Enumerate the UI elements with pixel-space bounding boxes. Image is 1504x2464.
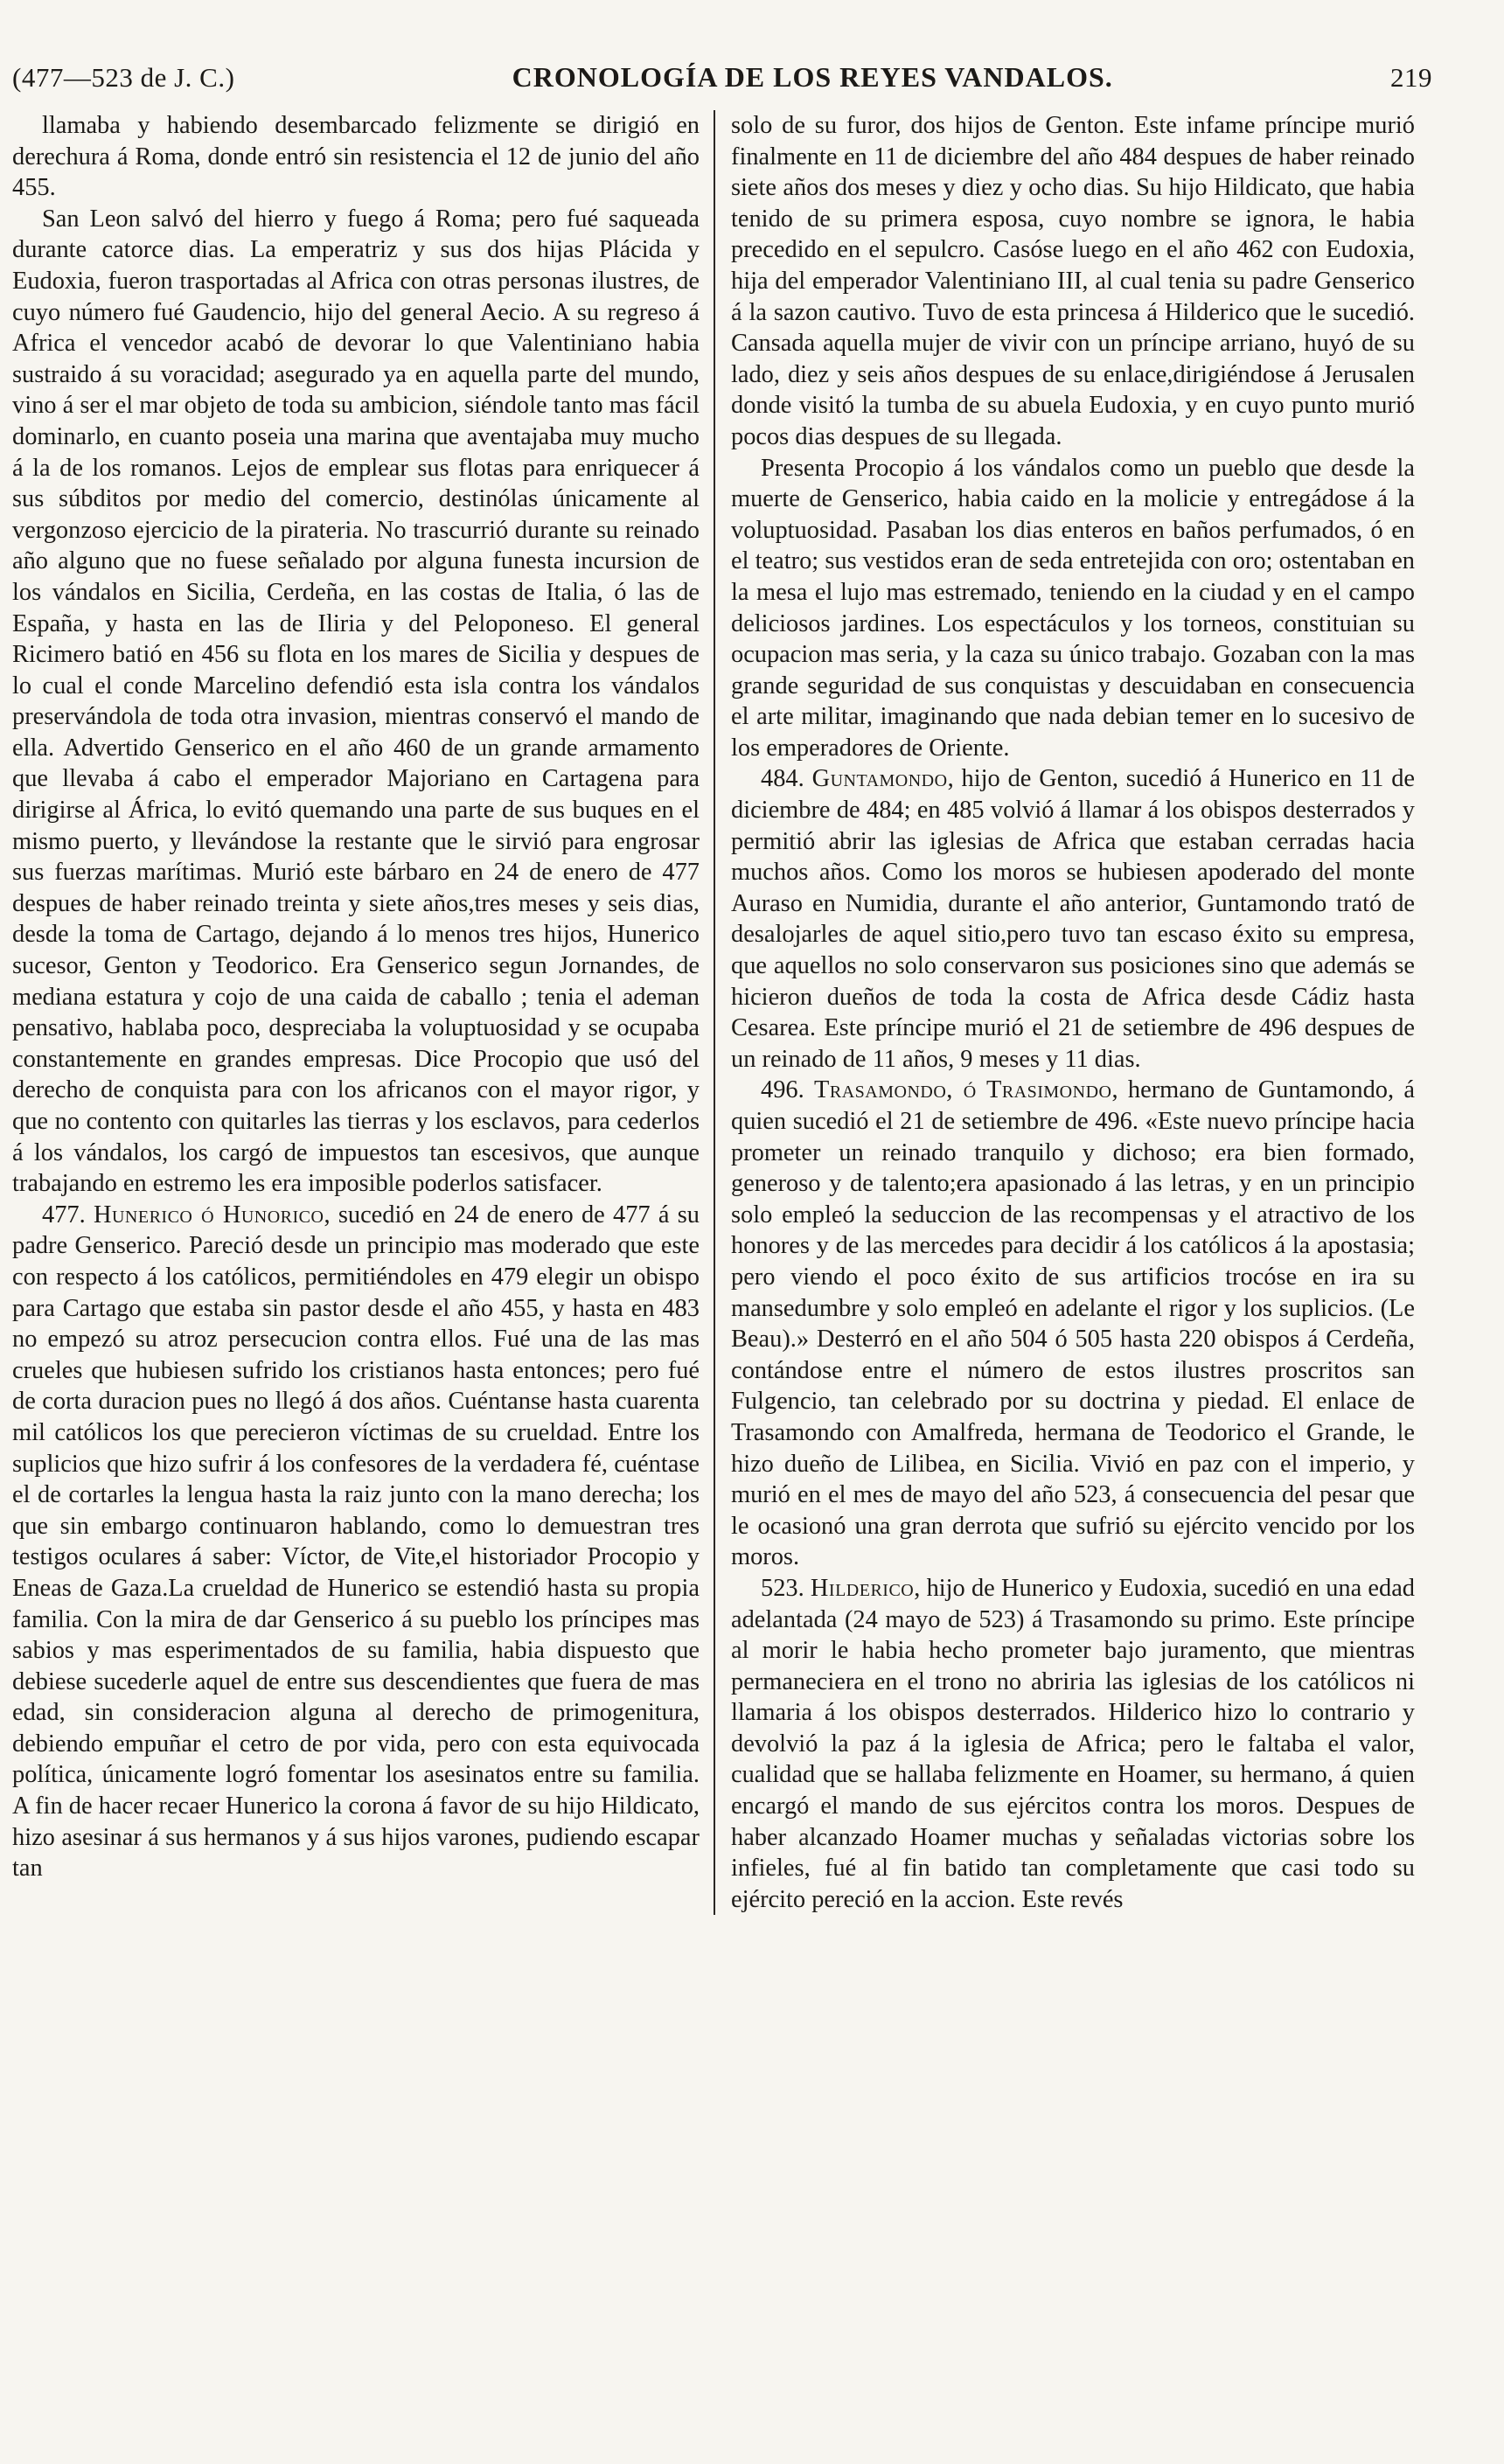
- paragraph-text: San Leon salvó del hierro y fuego á Roma; pero fué saqueada durante catorce dias. La emperatriz y sus dos hijas Plácida y Eudoxia, fueron trasportadas al Africa con otras personas ilustres, de cuyo número fué Gaudencio, hijo del general Aecio. A su regreso á Africa el vencedor acabó de devorar lo que Valentiniano habia sustraido á su voracidad; asegurado ya en aquella parte del mundo, vino á ser el mar objeto de toda su ambicion, siéndole tanto mas fácil dominarlo, en cuanto poseia una marina que aventajaba muy mucho á la de los romanos. Lejos de emplear sus flotas para enriquecer á sus súbditos por medio del comercio, destinólas únicamente al vergonzoso ejercicio de la pirateria. No trascurrió durante su reinado año alguno que no fuese señalado por alguna funesta incursion de los vándalos en Sicilia, Cerdeña, en las costas de Italia, ó las de España, y hasta en las de Iliria y del Peloponeso. El general Ricimero batió en 456 su flota en los mares de Sicilia y despues de lo cual el conde Marcelino defendió esta isla contra los vándalos preservándola de toda otra invasion, mientras conservó el mando de ella. Advertido Genserico en el año 460 de un grande armamento que llevaba á cabo el emperador Majoriano en Cartagena para dirigirse al África, lo evitó quemando una parte de sus buques en el mismo puerto, y llevándose la restante que le sirvió para engrosar sus fuerzas marítimas. Murió este bárbaro en 24 de enero de 477 despues de haber reinado treinta y siete años,tres meses y seis dias, desde la toma de Cartago, dejando á lo menos tres hijos, Hunerico sucesor, Genton y Teodorico. Era Genserico segun Jornandes, de mediana estatura y cojo de una caida de caballo ; tenia el ademan pensativo, hablaba poco, despreciaba la voluptuosidad y se ocupaba constantemente en grandes empresas. Dice Procopio que usó del derecho de conquista para con los africanos con el mayor rigor, y que no contento con quitarles las tierras y los esclavos, para cederlos á los vándalos, los cargó de impuestos tan escesivos, que aunque trabajando en estremo les era imposible poderlos satisfacer.: [12, 205, 700, 1198]
- paragraph: [12, 1200, 700, 1884]
- paragraph-text: , sucedió en 24 de enero de 477 á su padre Genserico. Pareció desde un principio mas moderado que este con respecto á los católicos, permitiéndoles en 479 elegir un obispo para Cartago que estaba sin pastor desde el año 455, y hasta en 483 no empezó su atroz persecucion contra ellos. Fué una de las mas crueles que hubiesen sufrido los cristianos hasta entonces; pero fué de corta duracion pues no llegó á dos años. Cuéntanse hasta cuarenta mil católicos los que perecieron víctimas de su crueldad. Entre los suplicios que hizo sufrir á los confesores de la verdadera fé, cuéntase el de cortarles la lengua hasta la raiz junto con la mano derecha; los que sin embargo continuaron hablando, como lo demuestran tres testigos oculares á saber: Víctor, de Vite,el historiador Procopio y Eneas de Gaza.La crueldad de Hunerico se estendió hasta su propia familia. Con la mira de dar Genserico á su pueblo los príncipes mas sabios y mas esperimentados de su familia, habia dispuesto que debiese sucederle aquel de entre sus descendientes que fuera de mas edad, sin consideracion alguna al derecho de primogenitura, debiendo empuñar el cetro de por vida, pero con esta equivocada política, únicamente logró fomentar los asesinatos entre su familia. A fin de hacer recaer Hunerico la corona á favor de su hijo Hildicato, hizo asesinar á sus hermanos y á sus hijos varones, pudiendo escapar tan: [12, 1201, 700, 1883]
- paragraph: [731, 1075, 1415, 1573]
- king-name: Hilderico: [810, 1574, 915, 1602]
- paragraph-text: , hijo de Genton, sucedió á Hunerico en 11 de diciembre de 484; en 485 volvió á llamar á los obispos desterrados y permitió abrir las iglesias de Africa que estaban cerradas hacia muchos años. Como los moros se hubiesen apoderado del monte Auraso en Numidia, durante el año anterior, Guntamondo trató de desalojarles de aquel sitio,pero tuvo tan escaso éxito su empresa, que aquellos no solo conservaron sus posiciones sino que además se hicieron dueños de toda la costa de Africa desde Cádiz hasta Cesarea. Este príncipe murió el 21 de setiembre de 496 despues de un reinado de 11 años, 9 meses y 11 dias.: [731, 765, 1415, 1073]
- paragraph-text: solo de su furor, dos hijos de Genton. Este infame príncipe murió finalmente en 11 de diciembre del año 484 despues de haber reinado siete años dos meses y diez y ocho dias. Su hijo Hildicato, que habia tenido de su primera esposa, cuyo nombre se ignora, le habia precedido en el sepulcro. Casóse luego en el año 462 con Eudoxia, hija del emperador Valentiniano III, al cual tenia su padre Genserico á la sazon cautivo. Tuvo de esta princesa á Hilderico que le sucedió. Cansada aquella mujer de vivir con un príncipe arriano, huyó de su lado, diez y seis años despues de su enlace,dirigiéndose á Jerusalen donde visitó la tumba de su abuela Eudoxia, y en cuyo punto murió pocos dias despues de su llegada.: [731, 112, 1415, 450]
- paragraph-text: llamaba y habiendo desembarcado felizmente se dirigió en derechura á Roma, donde entró sin resistencia el 12 de junio del año 455.: [12, 112, 700, 202]
- paragraph: [731, 110, 1415, 453]
- text-columns: [12, 110, 1432, 1915]
- page-title: CRONOLOGÍA DE LOS REYES VANDALOS.: [512, 61, 1113, 93]
- running-head: [12, 61, 1432, 105]
- left-column: [12, 110, 714, 1915]
- paragraph-text: Presenta Procopio á los vándalos como un pueblo que desde la muerte de Genserico, habia caido en la molicie y entregádose á la voluptuosidad. Pasaban los dias enteros en baños perfumados, ó en el teatro; sus vestidos eran de seda entretejida con oro; ostentaban en la mesa el lujo mas estremado, teniendo en la ciudad y en el campo deliciosos jardines. Los espectáculos y los torneos, constituian su ocupacion mas seria, y la caza su único trabajo. Gozaban con la mas grande seguridad de sus conquistas y descuidaban en consecuencia el arte militar, imaginando que nada debian temer en lo sucesivo de los emperadores de Oriente.: [731, 454, 1415, 762]
- paragraph-text: , hijo de Hunerico y Eudoxia, sucedió en una edad adelantada (24 mayo de 523) á Trasamondo su primo. Este príncipe al morir le habia hecho prometer bajo juramento, que mientras permaneciera en el trono no abriria las iglesias de los católicos ni llamaria á los obispos desterrados. Hilderico hizo lo contrario y devolvió la paz á la iglesia de Africa; pero le faltaba el valor, cualidad que se hallaba felizmente en Hoamer, su hermano, á quien encargó el mando de sus ejércitos contra los moros. Despues de haber alcanzado Hoamer muchas y señaladas victorias sobre los infieles, fué al fin batido tan completamente que casi todo su ejército pereció en la accion. Este revés: [731, 1574, 1416, 1913]
- paragraph: [12, 204, 700, 1200]
- page-number: 219: [1390, 62, 1432, 93]
- paragraph: [731, 1573, 1415, 1916]
- king-name: Trasamondo, ó Trasimondo: [814, 1076, 1112, 1104]
- entry-year: 477.: [42, 1201, 94, 1229]
- paragraph-text: , hermano de Guntamondo, á quien sucedió el 21 de setiembre de 496. «Este nuevo príncipe hacia prometer un reinado tranquilo y dichoso; era bien formado, generoso y de talento;era apasionado á las letras, y en un principio solo empleó la seduccion de las recompensas y el atractivo de los honores y de las mercedes para decidir á los católicos á la apostasia; pero viendo el poco éxito de sus artificios trocóse en ira su mansedumbre y solo empleó en adelante el rigor y los suplicios. (Le Beau).» Desterró en el año 504 ó 505 hasta 220 obispos á Cerdeña, contándose entre el número de estos ilustres proscritos san Fulgencio, tan celebrado por su doctrina y piedad. El enlace de Trasamondo con Amalfreda, hermana de Teodorico el Grande, le hizo dueño de Lilibea, en Sicilia. Vivió en paz con el imperio, y murió en el mes de mayo del año 523, á consecuencia del pesar que le ocasionó una gran derrota que sufrió su ejército vencido por los moros.: [731, 1076, 1416, 1571]
- date-range: (477—523 de J. C.): [12, 62, 235, 93]
- entry-year: 523.: [761, 1574, 811, 1602]
- entry-year: 484.: [761, 765, 812, 793]
- entry-year: 496.: [761, 1076, 815, 1104]
- king-name: Hunerico ó Hunorico: [93, 1201, 324, 1229]
- right-column: [714, 110, 1415, 1915]
- paragraph: [12, 110, 700, 204]
- king-name: Guntamondo: [811, 765, 948, 793]
- paragraph: [731, 453, 1415, 764]
- paragraph: [731, 763, 1415, 1075]
